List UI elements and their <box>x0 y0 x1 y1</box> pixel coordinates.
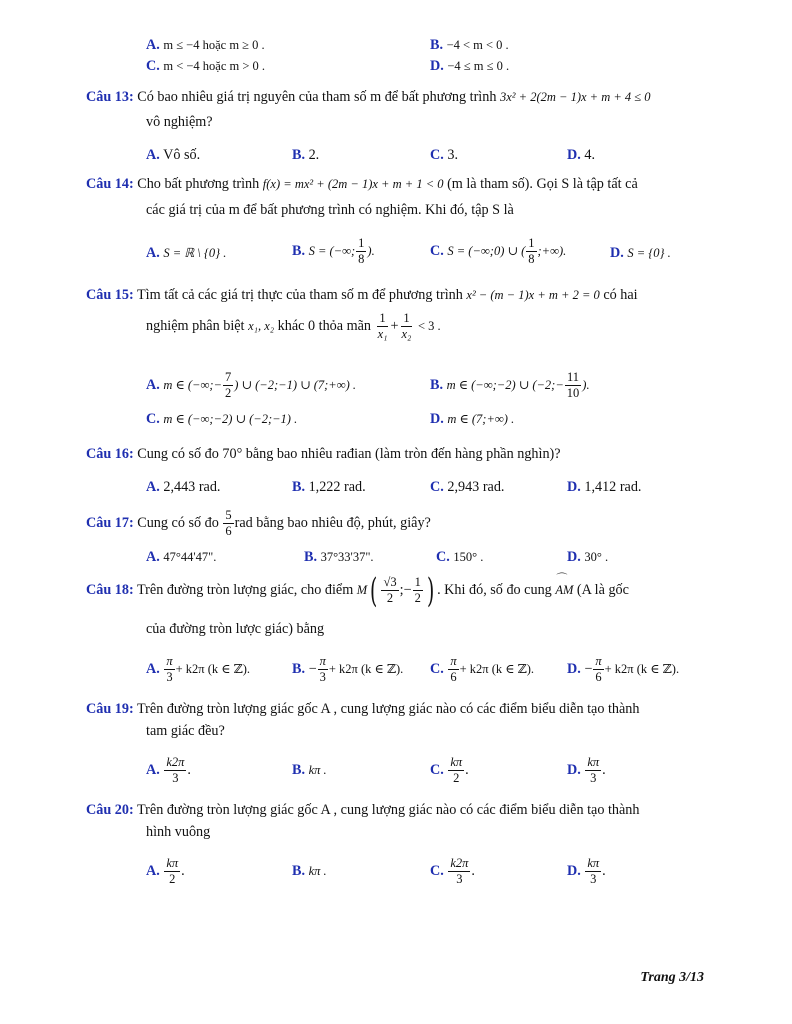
question-label: Câu 16: <box>86 446 134 462</box>
q20-option-b: B. kπ . <box>292 863 327 879</box>
fraction: $\frac{5}{6}$ <box>225 508 232 539</box>
fraction: $\frac{1}{\text{x₁}}$ <box>377 311 388 342</box>
q14-option-d: D. S = {0} . <box>610 245 671 261</box>
q19-option-d: D. $\frac{k\pi}{3}$ . <box>567 755 606 786</box>
q13-stem-line2: vô nghiệm? <box>146 114 213 130</box>
fraction: $\frac{1}{\text{x₂}}$ <box>401 311 412 342</box>
q16-option-c: C. 2,943 rad. <box>430 479 505 495</box>
q17-option-a: A. 47°44'47". <box>146 549 217 565</box>
q17-stem: Câu 17: Cung có số đo $\frac{5}{6}$ rad bằng bao nhiêu độ, phút, giây? <box>86 508 431 539</box>
fraction: $\frac{1}{2}$ <box>414 575 421 606</box>
q20-option-a: A. $\frac{k\pi}{2}$ . <box>146 856 185 887</box>
fraction: $\frac{\pi}{6}$ <box>450 654 457 685</box>
q15-option-d: D. m ∈ (7;+∞) . <box>430 411 515 427</box>
fraction: $\frac{k2\pi}{3}$ <box>166 755 185 786</box>
q18-option-a: A. $\frac{\pi}{3}$ + k2π (k ∈ ℤ). <box>146 654 251 685</box>
fraction: $\frac{k\pi}{3}$ <box>587 755 600 786</box>
q16-option-d: D. 1,412 rad. <box>567 479 642 495</box>
fraction: $\frac{7}{2}$ <box>224 370 232 401</box>
q14-option-c: C. S = (−∞;0) ∪ ( $\frac{1}{8}$ ;+∞). <box>430 236 567 267</box>
question-label: Câu 14: <box>86 176 134 192</box>
q12-option-c: C. m < −4 hoặc m > 0 . <box>146 58 266 74</box>
q12-option-b: B. −4 < m < 0 . <box>430 37 509 53</box>
q19-stem-line2: tam giác đều? <box>146 723 225 739</box>
q15-option-b: B. m ∈ (−∞;−2) ∪ (−2;− $\frac{11}{10}$ ). <box>430 370 590 401</box>
q20-option-d: D. $\frac{k\pi}{3}$ . <box>567 856 606 887</box>
q18-option-c: C. $\frac{\pi}{6}$ + k2π (k ∈ ℤ). <box>430 654 535 685</box>
question-label: Câu 17: <box>86 515 134 531</box>
fraction: $\frac{\pi}{3}$ <box>319 654 326 685</box>
question-label: Câu 18: <box>86 582 134 598</box>
q16-option-a: A. 2,443 rad. <box>146 479 221 495</box>
q16-option-b: B. 1,222 rad. <box>292 479 366 495</box>
question-label: Câu 15: <box>86 287 134 303</box>
q13-option-b: B. 2. <box>292 147 320 163</box>
q17-option-d: D. 30° . <box>567 549 609 565</box>
q20-stem-line1: Câu 20: Trên đường tròn lượng giác gốc A , cung lượng giác nào có các điểm biểu diễn tạo thành <box>86 802 640 818</box>
q12-option-d: D. −4 ≤ m ≤ 0 . <box>430 58 510 74</box>
q15-option-a: A. m ∈ (−∞;− $\frac{7}{2}$ ) ∪ (−2;−1) ∪ (7;+∞) . <box>146 370 357 401</box>
q13-stem-line1: Câu 13: Có bao nhiêu giá trị nguyên của tham số m để bất phương trình 3x² + 2(2m − 1)x + m + 4 ≤ 0 <box>86 89 651 105</box>
question-label: Câu 13: <box>86 89 134 105</box>
q14-stem-line1: Câu 14: Cho bất phương trình f(x) = mx² + (2m − 1)x + m + 1 < 0 (m là tham số). Gọi S là tập tất cả <box>86 176 638 192</box>
question-label: Câu 20: <box>86 802 134 818</box>
q19-option-b: B. kπ . <box>292 762 327 778</box>
q19-option-a: A. $\frac{k2\pi}{3}$ . <box>146 755 191 786</box>
q17-option-b: B. 37°33'37". <box>304 549 374 565</box>
q18-stem-line1: Câu 18: Trên đường tròn lượng giác, cho điểm M( $\frac{√3}{2}$ ;− $\frac{1}{2}$ ) . Khi đó, số đo cung ⌒ AM (A là gốc <box>86 570 629 610</box>
fraction: $\frac{k2\pi}{3}$ <box>450 856 469 887</box>
arc-symbol: ⌒ AM <box>555 570 573 610</box>
q18-option-d: D. − $\frac{\pi}{6}$ + k2π (k ∈ ℤ). <box>567 654 680 685</box>
q20-option-c: C. $\frac{k2\pi}{3}$ . <box>430 856 475 887</box>
fraction: $\frac{\pi}{3}$ <box>166 654 173 685</box>
q19-option-c: C. $\frac{k\pi}{2}$ . <box>430 755 469 786</box>
fraction: $\frac{√3}{2}$ <box>383 575 397 606</box>
q13-option-c: C. 3. <box>430 147 458 163</box>
q13-option-a: A. Vô số. <box>146 147 201 163</box>
fraction: $\frac{\pi}{6}$ <box>595 654 602 685</box>
fraction: $\frac{1}{8}$ <box>358 236 365 267</box>
q17-option-c: C. 150° . <box>436 549 484 565</box>
page-number: Trang 3/13 <box>640 970 704 985</box>
fraction: $\frac{k\pi}{2}$ <box>166 856 179 887</box>
q18-option-b: B. − $\frac{\pi}{3}$ + k2π (k ∈ ℤ). <box>292 654 404 685</box>
q20-stem-line2: hình vuông <box>146 824 211 840</box>
q14-option-a: A. S = ℝ \ {0} . <box>146 245 227 261</box>
q13-option-d: D. 4. <box>567 147 595 163</box>
question-label: Câu 19: <box>86 701 134 717</box>
q14-option-b: B. S = (−∞; $\frac{1}{8}$ ). <box>292 236 375 267</box>
q16-stem: Câu 16: Cung có số đo 70° bằng bao nhiêu rađian (làm tròn đến hàng phần nghìn)? <box>86 446 561 462</box>
q15-option-c: C. m ∈ (−∞;−2) ∪ (−2;−1) . <box>146 411 298 427</box>
fraction: $\frac{11}{10}$ <box>566 370 580 401</box>
q15-stem-line1: Câu 15: Tìm tất cả các giá trị thực của tham số m để phương trình x² − (m − 1)x + m + 2 = 0 có hai <box>86 287 638 303</box>
fraction: $\frac{k\pi}{3}$ <box>587 856 600 887</box>
q18-stem-line2: của đường tròn lược giác) bằng <box>146 621 325 637</box>
q15-stem-line2: nghiệm phân biệt x₁, x₂ khác 0 thỏa mãn $\frac{1}{\text{x₁}}$ + $\frac{1}{\text{x₂}}$ < 3 . <box>146 311 441 342</box>
q12-option-a: A. m ≤ −4 hoặc m ≥ 0 . <box>146 37 265 53</box>
fraction: $\frac{1}{8}$ <box>528 236 535 267</box>
q19-stem-line1: Câu 19: Trên đường tròn lượng giác gốc A , cung lượng giác nào có các điểm biểu diễn tạo thành <box>86 701 640 717</box>
fraction: $\frac{k\pi}{2}$ <box>450 755 463 786</box>
q14-stem-line2: các giá trị của m để bất phương trình có nghiệm. Khi đó, tập S là <box>146 202 514 218</box>
